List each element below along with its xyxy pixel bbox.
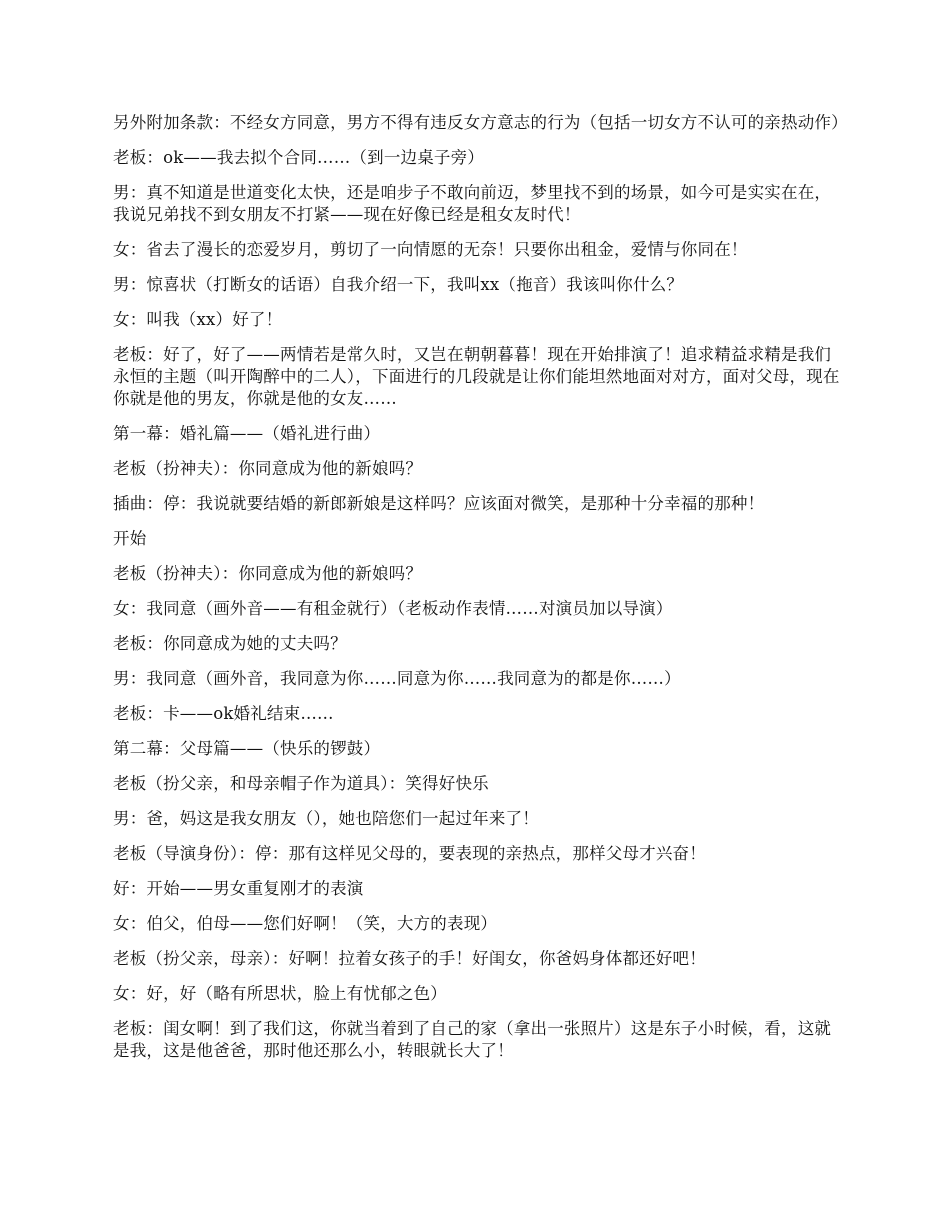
paragraph-boss-director: 老板（导演身份）：停：那有这样见父母的，要表现的亲热点，那样父母才兴奋！ xyxy=(113,844,706,863)
paragraph-boss-cut: 老板：卡——ok婚礼结束…… xyxy=(113,704,334,723)
paragraph-interlude: 插曲：停：我说就要结婚的新郎新娘是这样吗？应该面对微笑，是那种十分幸福的那种！ xyxy=(113,494,765,513)
paragraph-start: 开始 xyxy=(113,529,147,548)
paragraph-woman-agree: 女：我同意（画外音——有租金就行）（老板动作表情……对演员加以导演） xyxy=(113,599,673,618)
paragraph-act-one-title: 第一幕：婚礼篇——（婚礼进行曲） xyxy=(113,424,381,443)
document-page xyxy=(113,112,848,1075)
paragraph-boss-father: 老板（扮父亲，和母亲帽子作为道具）：笑得好快乐 xyxy=(113,774,489,793)
paragraph-boss-husband-question: 老板：你同意成为她的丈夫吗？ xyxy=(113,634,347,653)
paragraph-woman-name: 女：叫我（xx）好了！ xyxy=(113,310,283,329)
paragraph-boss-priest-question-again: 老板（扮神夫）：你同意成为他的新娘吗？ xyxy=(113,564,423,583)
paragraph-boss-parents: 老板（扮父亲，母亲）：好啊！拉着女孩子的手！好闺女，你爸妈身体都还好吧！ xyxy=(113,949,706,968)
paragraph-boss-photo: 老板：闺女啊！到了我们这，你就当着到了自己的家（拿出一张照片）这是东子小时候，看，这就是我，这是他爸爸，那时他还那么小，转眼就长大了！ xyxy=(113,1019,832,1060)
paragraph-woman-greeting: 女：伯父，伯母——您们好啊！（笑，大方的表现） xyxy=(113,914,498,933)
paragraph-woman-rent: 女：省去了漫长的恋爱岁月，剪切了一向情愿的无奈！只要你出租金，爱情与你同在！ xyxy=(113,240,748,259)
paragraph-act-two-title: 第二幕：父母篇——（快乐的锣鼓） xyxy=(113,739,381,758)
paragraph-man-agree: 男：我同意（画外音，我同意为你……同意为你……我同意为的都是你……） xyxy=(113,669,681,688)
paragraph-boss-priest-question: 老板（扮神夫）：你同意成为他的新娘吗？ xyxy=(113,459,423,478)
paragraph-man-introduce-girlfriend: 男：爸，妈这是我女朋友（），她也陪您们一起过年来了！ xyxy=(113,809,539,828)
paragraph-boss-contract: 老板：ok——我去拟个合同……（到一边桌子旁） xyxy=(113,148,485,167)
paragraph-terms: 另外附加条款：不经女方同意，男方不得有违反女方意志的行为（包括一切女方不认可的亲热动作） xyxy=(113,113,848,132)
paragraph-man-intro: 男：惊喜状（打断女的话语）自我介绍一下，我叫xx（拖音）我该叫你什么？ xyxy=(113,275,684,294)
paragraph-boss-rehearsal: 老板：好了，好了——两情若是常久时，又岂在朝朝暮暮！现在开始排演了！追求精益求精是我们永恒的主题（叫开陶醉中的二人），下面进行的几段就是让你们能坦然地面对对方，面对父母，现在你就是他的男友，你就是他的女友…… xyxy=(113,345,840,408)
paragraph-man-times: 男：真不知道是世道变化太快，还是咱步子不敢向前迈，梦里找不到的场景，如今可是实实在在，我说兄弟找不到女朋友不打紧——现在好像已经是租女友时代！ xyxy=(113,183,832,224)
paragraph-woman-fine: 女：好，好（略有所思状，脸上有忧郁之色） xyxy=(113,984,447,1003)
paragraph-restart: 好：开始——男女重复刚才的表演 xyxy=(113,879,364,898)
